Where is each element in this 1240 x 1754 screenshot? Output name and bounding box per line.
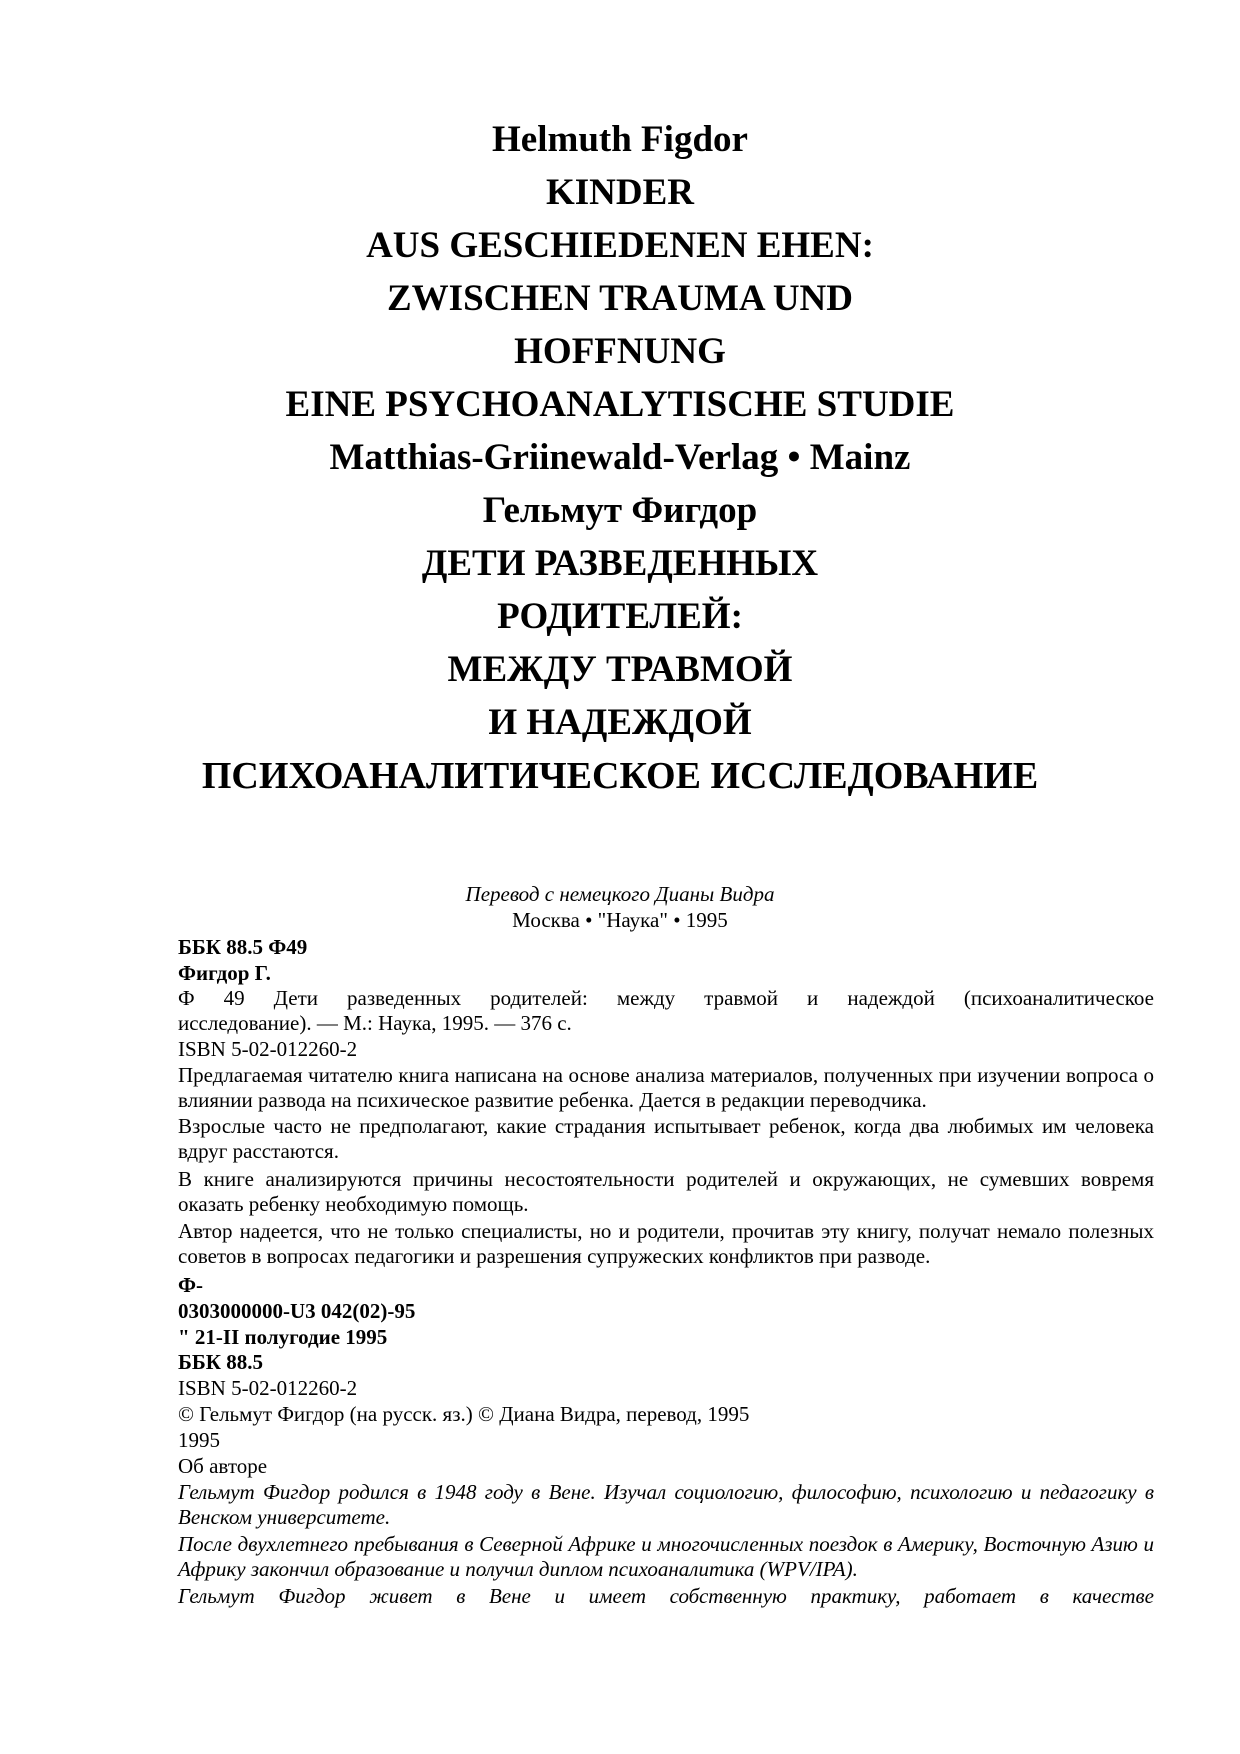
de-title-line-4: HOFFNUNG: [514, 331, 726, 372]
about-paragraph-3: Гельмут Фигдор живет в Вене и имеет собственную практику, работает в качестве: [178, 1584, 1154, 1608]
bbk-line-2: ББК 88.5: [178, 1350, 263, 1374]
ru-title-line-2: РОДИТЕЛЕЙ:: [497, 596, 743, 637]
about-paragraph-2: После двухлетнего пребывания в Северной Африке и многочисленных поездок в Америку, Восточную Азию и Африку закончил образование и получил диплом психоаналитика (WPV/IPA).: [178, 1532, 1154, 1581]
annotation-paragraph-1: Предлагаемая читателю книга написана на основе анализа материалов, полученных при изучении вопроса о влиянии развода на психическое развитие ребенка. Дается в редакции переводчика.: [178, 1063, 1154, 1112]
ru-title-line-1: ДЕТИ РАЗВЕДЕННЫХ: [421, 543, 819, 584]
about-heading: Об авторе: [178, 1454, 268, 1478]
code-line-3: " 21-II полугодие 1995: [178, 1325, 388, 1349]
de-publisher: Matthias-Griinewald-Verlag • Mainz: [329, 437, 911, 478]
catalog-entry-line-1: Ф 49 Дети разведенных родителей: между травмой и надеждой (психоаналитическое: [178, 986, 1154, 1010]
code-line-1: Ф-: [178, 1273, 204, 1297]
catalog-author: Фигдор Г.: [178, 961, 271, 985]
year-line: 1995: [178, 1428, 220, 1452]
copyright-line: © Гельмут Фигдор (на русск. яз.) © Диана Видра, перевод, 1995: [178, 1402, 750, 1426]
de-author: Helmuth Figdor: [492, 119, 748, 160]
translation-note: Перевод с немецкого Дианы Видра: [465, 882, 775, 906]
ru-title-line-4: И НАДЕЖДОЙ: [488, 702, 752, 743]
isbn-2: ISBN 5-02-012260-2: [178, 1376, 358, 1400]
de-title-line-3: ZWISCHEN TRAUMA UND: [387, 278, 853, 319]
de-title-line-1: KINDER: [545, 172, 695, 213]
bbk-line: ББК 88.5 Ф49: [178, 935, 308, 959]
publisher-line: Москва • "Наука" • 1995: [512, 908, 728, 932]
annotation-paragraph-4: Автор надеется, что не только специалисты, но и родители, прочитав эту книгу, получат немало полезных советов в вопросах педагогики и разрешения супружеских конфликтов при разводе.: [178, 1219, 1154, 1268]
ru-title-line-3: МЕЖДУ ТРАВМОЙ: [447, 649, 793, 690]
catalog-entry-line-2: исследование). — М.: Наука, 1995. — 376 с.: [178, 1011, 572, 1035]
ru-author: Гельмут Фигдор: [482, 490, 758, 531]
code-line-2: 0303000000-U3 042(02)-95: [178, 1299, 416, 1323]
about-paragraph-1: Гельмут Фигдор родился в 1948 году в Вене. Изучал социологию, философию, психологию и педагогику в Венском университете.: [178, 1480, 1154, 1529]
de-subtitle: EINE PSYCHOANALYTISCHE STUDIE: [285, 384, 955, 425]
annotation-paragraph-2: Взрослые часто не предполагают, какие страдания испытывает ребенок, когда два любимых им человека вдруг расстаются.: [178, 1114, 1154, 1163]
ru-subtitle: ПСИХОАНАЛИТИЧЕСКОЕ ИССЛЕДОВАНИЕ: [201, 755, 1039, 797]
de-title-line-2: AUS GESCHIEDENEN EHEN:: [366, 225, 874, 266]
annotation-paragraph-3: В книге анализируются причины несостоятельности родителей и окружающих, не сумевших вовремя оказать ребенку необходимую помощь.: [178, 1167, 1154, 1216]
isbn-1: ISBN 5-02-012260-2: [178, 1037, 358, 1061]
